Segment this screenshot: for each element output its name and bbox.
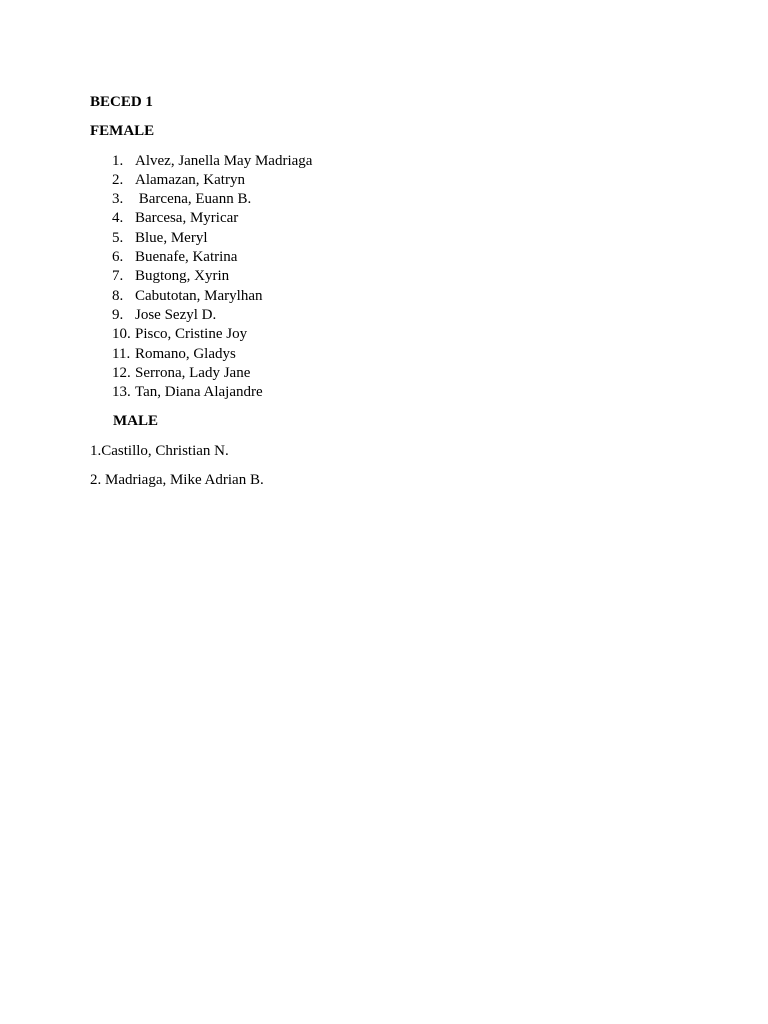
item-number: 8. bbox=[112, 287, 124, 304]
student-name: Romano, Gladys bbox=[135, 345, 236, 362]
student-name: Buenafe, Katrina bbox=[135, 249, 238, 266]
item-number: 2. bbox=[112, 171, 124, 188]
item-number: 7. bbox=[112, 268, 124, 285]
class-title: BECED 1 bbox=[90, 94, 153, 110]
student-name: Barcesa, Myricar bbox=[135, 210, 239, 227]
male-entry: 2. Madriaga, Mike Adrian B. bbox=[90, 472, 264, 489]
list-item bbox=[90, 190, 690, 209]
list-item bbox=[90, 345, 690, 364]
male-entry: 1.Castillo, Christian N. bbox=[90, 442, 229, 459]
item-number: 9. bbox=[112, 306, 124, 323]
female-list bbox=[90, 152, 690, 403]
item-number: 6. bbox=[112, 249, 124, 266]
item-number: 12. bbox=[112, 364, 131, 381]
item-number: 10. bbox=[112, 326, 131, 343]
student-name: Serrona, Lady Jane bbox=[135, 364, 251, 381]
student-name: Barcena, Euann B. bbox=[135, 191, 252, 208]
male-heading: MALE bbox=[113, 413, 158, 430]
student-name: Alamazan, Katryn bbox=[135, 171, 245, 188]
list-item bbox=[90, 364, 690, 383]
student-name: Cabutotan, Marylhan bbox=[135, 287, 263, 304]
item-number: 13. bbox=[112, 384, 131, 401]
list-item bbox=[90, 152, 690, 171]
item-number: 1. bbox=[112, 152, 124, 169]
item-number: 11. bbox=[112, 345, 131, 362]
list-item bbox=[90, 229, 690, 248]
student-name: Bugtong, Xyrin bbox=[135, 268, 230, 285]
female-heading: FEMALE bbox=[90, 123, 155, 140]
item-number: 4. bbox=[112, 210, 124, 227]
student-name: Blue, Meryl bbox=[135, 229, 208, 246]
list-item bbox=[90, 306, 690, 325]
student-name: Pisco, Cristine Joy bbox=[135, 326, 248, 343]
student-name: Tan, Diana Alajandre bbox=[135, 384, 263, 401]
item-number: 3. bbox=[112, 191, 124, 208]
list-item bbox=[90, 383, 690, 402]
list-item bbox=[90, 209, 690, 228]
item-number: 5. bbox=[112, 229, 124, 246]
list-item bbox=[90, 287, 690, 306]
student-name: Jose Sezyl D. bbox=[135, 306, 217, 323]
list-item bbox=[90, 171, 690, 190]
list-item bbox=[90, 248, 690, 267]
list-item bbox=[90, 267, 690, 286]
list-item bbox=[90, 325, 690, 344]
student-name: Alvez, Janella May Madriaga bbox=[135, 152, 313, 169]
document-body bbox=[90, 93, 690, 500]
